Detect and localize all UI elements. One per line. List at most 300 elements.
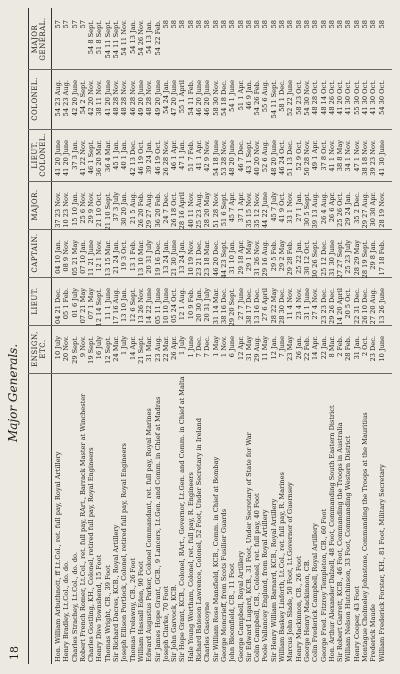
date-cell: 29 Aug. — [253, 336, 262, 362]
date-cell: 31 26 Nov. — [253, 240, 262, 276]
table-row — [71, 8, 79, 664]
date-cell: 21 24 Jan. — [112, 240, 121, 274]
date-cell: 29 28 Feb. — [286, 240, 295, 276]
date-cell: 23 4 Nov. — [294, 288, 303, 320]
date-cell: 44 22 June — [261, 192, 270, 229]
date-cell: 46 20 June — [203, 80, 212, 117]
date-cell: 37 1 Apr. — [236, 192, 245, 223]
date-cell: 30 20 Jan. — [120, 192, 129, 226]
date-cell: 13 15 Mar. — [103, 240, 112, 277]
date-cell: 23 18 Mar. — [203, 240, 212, 277]
date-cell: 14 22 June — [145, 288, 154, 325]
date-cell: 48 20 June — [228, 140, 237, 177]
date-cell: 37 3 Jan. — [70, 140, 79, 170]
table-row — [129, 8, 137, 664]
date-cell: 46 9 Jan. — [244, 80, 253, 110]
table-row — [54, 8, 62, 664]
date-cell: 51 28 Nov. — [211, 192, 220, 228]
table-row — [361, 8, 369, 664]
date-cell: 30 30 Apr. — [369, 192, 378, 227]
officer-name: Henry Dive Townshend, 15 Foot — [95, 554, 104, 662]
date-cell: 57 — [70, 20, 79, 29]
date-cell: 28 29 May — [352, 240, 361, 276]
officer-name: George Moncrieff, from Scots Fusilier Guards — [219, 508, 228, 662]
table-row — [162, 8, 170, 664]
date-cell: 54 11 Nov. — [120, 20, 129, 56]
date-cell: 46 1 Apr. — [170, 140, 179, 171]
date-cell: 55 1 April — [178, 80, 187, 114]
date-cell: 42 20 Nov. — [87, 80, 96, 116]
date-cell: 12 Apr. — [236, 336, 245, 360]
date-cell: 54 30 Oct. — [377, 80, 386, 115]
officer-name: Joseph Ellison Portlock, Colonel, retired full pay, Royal Engineers — [120, 443, 129, 662]
date-cell: 31 14 Mar. — [211, 288, 220, 325]
table-row — [320, 8, 328, 664]
officer-name: Hon. William Arbuthnott, ff Lt.Col., ret. full pay, Royal Artillery — [54, 451, 62, 662]
date-cell: 58 — [219, 20, 228, 29]
date-cell: 38 17 Dec. — [244, 288, 253, 324]
date-cell: 10 July — [54, 336, 62, 360]
date-cell: 21 10 Oct. — [95, 192, 104, 227]
date-cell: 1 July — [120, 336, 129, 356]
date-cell: 10 19 Nov. — [186, 240, 195, 276]
date-cell: 54 11 Feb. — [186, 80, 195, 116]
table-row — [154, 8, 162, 664]
date-cell: 28 Feb. — [344, 336, 353, 361]
date-cell: 58 — [344, 20, 353, 29]
date-cell: 58 — [302, 20, 311, 29]
date-cell: 13 26 Nov. — [136, 288, 145, 324]
table-row — [203, 8, 211, 664]
date-cell: 29 9 Nov. — [87, 192, 96, 224]
date-cell: 49 20 June — [136, 80, 145, 117]
date-cell: 54 11 Sept. — [103, 20, 112, 59]
date-cell: 30 5 Sept. — [302, 192, 311, 227]
date-cell: 48 26 Oct. — [327, 80, 336, 115]
date-cell: 1 June — [186, 336, 195, 358]
date-cell: 14 20 April — [336, 288, 345, 326]
date-cell: 26 4 Aug. — [319, 192, 328, 225]
date-cell: 46 20 Dec. — [211, 240, 220, 276]
date-cell: 31 Jan. — [352, 336, 361, 360]
date-cell: 41 30 June — [377, 140, 386, 177]
date-cell: 23 May — [286, 336, 295, 361]
table-row — [187, 8, 195, 664]
officer-name: Sir Henry William Barnard, KCB., Royal Artillery — [269, 498, 278, 662]
date-cell: 1 May — [211, 336, 220, 357]
date-cell: 58 30 Nov. — [211, 80, 220, 116]
date-cell: 48 28 Oct. — [311, 80, 320, 115]
officer-name: George Fred. Fitzroy Templeton, CB., 60 Foot — [319, 508, 328, 662]
officer-name: William Nelson Hutchinson, 33 Foot, Commanding Western District — [344, 435, 353, 662]
date-cell: 58 — [178, 20, 187, 29]
date-cell: 38 16 Dec. — [219, 288, 228, 324]
date-cell: 7 Dec. — [195, 336, 204, 358]
date-cell: 52 22 June — [286, 80, 295, 117]
date-cell: 41 30 Oct. — [360, 80, 369, 115]
date-cell: 22 31 Dec. — [352, 288, 361, 324]
date-cell: 29 20 Sept. — [228, 288, 237, 327]
date-cell: 58 — [170, 20, 179, 29]
date-cell: 58 — [278, 20, 287, 29]
officer-name: Robert French Romer, Lt.Col., ret. full pay, RArt., Barrack Master at Winchester — [78, 393, 87, 662]
table-row — [336, 8, 344, 664]
date-cell: 28 19 Nov. — [377, 192, 386, 228]
date-cell: 41 1 Nov. — [327, 140, 336, 172]
table-row — [261, 8, 269, 664]
date-cell: 26 Jan. — [294, 336, 303, 360]
date-cell: 12 Jan. — [269, 336, 278, 360]
date-cell: 58 — [253, 20, 262, 29]
date-cell: 05 1 Feb. — [62, 288, 71, 320]
date-cell: 45 7 July — [269, 192, 278, 222]
officer-name: Poole Vallancey England, from Royal Artillery — [261, 509, 270, 662]
date-cell: 39 13 Aug. — [311, 192, 320, 229]
date-cell: 40 11 Nov. — [186, 192, 195, 228]
date-cell: 28 22 May — [269, 288, 278, 324]
date-cell: 36 4 Mar. — [103, 140, 112, 172]
table-row — [270, 8, 278, 664]
col-major: MAJOR. — [31, 189, 39, 221]
col-colonel: COLONEL. — [31, 77, 39, 121]
date-cell: 54 23 Aug. — [54, 80, 62, 117]
date-cell: 40 20 Nov. — [253, 140, 262, 176]
date-cell: 22 Feb. — [302, 336, 311, 361]
date-cell: 41 30 Oct. — [369, 80, 378, 115]
date-cell: 51 8 Sept. — [95, 20, 104, 55]
date-cell: 38 18 Nov. — [360, 140, 369, 176]
date-cell: 27 27 Sept. — [336, 240, 345, 279]
date-cell: 58 — [244, 20, 253, 29]
date-cell: 46 7 Dec. — [236, 140, 245, 172]
date-cell: 20 31 July — [203, 288, 212, 322]
table-row — [87, 8, 95, 664]
date-cell: 8 Mar. — [327, 336, 336, 358]
table-row — [137, 8, 145, 664]
date-cell: 13 10 Jan. — [120, 288, 129, 322]
date-cell: 14 Apr. — [128, 336, 137, 360]
date-cell: 21 10 Sept. — [103, 192, 112, 231]
officer-name: Colin Frederick Campbell, Royal Artillery — [311, 523, 320, 662]
date-cell: 10 10 June — [161, 288, 170, 325]
date-cell: 58 — [336, 20, 345, 29]
officer-name: Thomas Trelawny, CB., 26 Foot — [128, 557, 137, 662]
date-cell: 54 22 Feb. — [153, 20, 162, 56]
col-lt-colonel: LIEUT. COLONEL. — [31, 133, 47, 177]
date-cell: 51 1 Apr. — [236, 80, 245, 111]
date-cell: 57 — [78, 20, 87, 29]
col-ensign: ENSIGN, ETC. — [31, 331, 47, 367]
date-cell: 7 Dec. — [203, 336, 212, 358]
date-cell: 26 Apr. — [170, 336, 179, 360]
officer-name: Sir Richard Dacres, KCB., Royal Artillery — [112, 524, 121, 662]
date-cell: 54 24 Jan. — [161, 80, 170, 114]
table-row — [245, 8, 253, 664]
officer-name: Henry Bradley, Lt.Col., do. do. — [62, 560, 71, 662]
date-cell: 37 23 Nov. — [54, 192, 62, 228]
date-cell: 46 24 Oct. — [278, 140, 287, 175]
date-cell: 52 9 Oct. — [294, 140, 303, 171]
date-cell: 31 10 Jan. — [228, 240, 237, 274]
date-cell: 27 7 June — [236, 288, 245, 320]
date-cell: 11 21 June — [87, 240, 96, 277]
table-row — [328, 8, 336, 664]
date-cell: 40 1 Jan. — [120, 140, 129, 170]
table-row — [79, 8, 87, 664]
page-number: 18 — [8, 646, 21, 660]
date-cell: 29 8 Jan. — [369, 240, 378, 270]
date-cell: 33 1 Nov. — [286, 192, 295, 224]
officer-name: Sir Hope Grant, KCB., Colonel, RArt., Governor, Lt.Gen. and Comm. in Chief at Malta — [178, 376, 187, 662]
officer-name: William Baskey Linforth, Lt.Col., ret. full pay, R. Marines — [278, 472, 287, 662]
date-cell: 10 June — [377, 336, 386, 362]
date-cell: 12 6 Sept. — [128, 288, 137, 323]
date-cell: 41 30 Oct. — [344, 80, 353, 115]
date-cell: 41 9 Oct. — [278, 192, 287, 223]
date-cell: 27 20 Aug. — [369, 288, 378, 325]
date-cell: 29 26 Dec. — [327, 288, 336, 324]
date-cell: 45 7 Apr. — [228, 192, 237, 223]
officer-name: George Campbell, Royal Artillery — [236, 551, 245, 662]
date-cell: 58 — [360, 20, 369, 29]
table-row — [378, 8, 386, 664]
table-row — [278, 8, 286, 664]
officer-name: Sir William Rose Mansfield, KCB., Comm. in Chief at Bombay — [211, 456, 220, 662]
date-cell: 29 16 Aug. — [261, 240, 270, 277]
date-cell: 47 1 Jan. — [178, 140, 187, 170]
date-cell: 13 24 Jan. — [161, 240, 170, 274]
date-cell: 58 23 Oct. — [294, 80, 303, 115]
officer-name: Frederick Maude — [369, 604, 378, 662]
date-cell: 13 24 Jan. — [178, 240, 187, 274]
date-cell: 54 18 June — [211, 140, 220, 177]
date-cell: 47 20 June — [170, 80, 179, 117]
date-cell: 29 5 Feb. — [269, 240, 278, 272]
officer-name: Richard Bateson Lawrence, Colonel, 52 Foot, Under Secretary in Ireland — [195, 417, 204, 662]
date-cell: 31 30 June — [327, 240, 336, 277]
officer-name: Marcus John Slade, 50 Foot, Lt.Governor of Guernsey — [286, 482, 295, 662]
date-cell: 28 19 Sept. — [360, 240, 369, 279]
date-cell: 46 28 Nov. — [128, 80, 137, 116]
table-row — [311, 8, 319, 664]
table-row — [303, 8, 311, 664]
date-cell: 29 1 May — [244, 240, 253, 272]
date-cell: 47 1 Nov. — [352, 140, 361, 172]
date-cell: 17 16 Aug. — [112, 288, 121, 325]
officer-name: Charles Strachey, Lt.Col., do. do. — [70, 552, 79, 662]
date-cell: 05 11 June — [153, 288, 162, 325]
date-cell: 57 — [62, 20, 71, 29]
date-cell: 54 8 Sept. — [87, 20, 96, 55]
date-cell: 38 11 Nov. — [95, 80, 104, 116]
date-cell: 07 21 May — [78, 288, 87, 324]
date-cell: 25 26 Oct. — [336, 192, 345, 227]
date-cell: 25 22 Jan. — [294, 240, 303, 274]
date-cell: 54 11 Sept. — [269, 80, 278, 119]
date-cell: 54 13 Jan. — [128, 20, 137, 54]
date-cell: 34 1 Nov. — [344, 140, 353, 172]
table-row — [253, 8, 261, 664]
date-cell: 57 — [54, 20, 62, 29]
date-cell: 41 20 Oct. — [336, 80, 345, 115]
date-cell: 11 1 June — [103, 288, 112, 320]
officer-name: Hale Young Wortham, Colonel, ret. full pay, R. Engineers — [186, 472, 195, 662]
officer-name: William Frederick Forster, KH., 81 Foot, Military Secretary — [377, 464, 386, 662]
table-row — [212, 8, 220, 664]
date-cell: 04 10 Jan. — [54, 240, 62, 274]
date-cell: 46 19 Oct. — [153, 140, 162, 175]
date-cell: 58 — [294, 20, 303, 29]
date-cell: 08 9 Nov. — [62, 240, 71, 272]
date-cell: 14 Apr. — [311, 336, 320, 360]
date-cell: 9 Nov. — [78, 336, 87, 358]
date-cell: 11 May — [261, 336, 270, 361]
table-row — [237, 8, 245, 664]
column-header-band — [28, 8, 52, 664]
officer-name: Montague Cholmeley Johnstone, Commanding the Troops at the Mauritius — [360, 412, 369, 662]
officer-name: George Henry Mackinnon, CB. — [302, 559, 311, 662]
date-cell: 1 Nov. — [219, 336, 228, 358]
date-cell: 54 30 Nov. — [302, 80, 311, 116]
table-row — [112, 8, 120, 664]
date-cell: 42 13 Dec. — [128, 140, 137, 176]
date-cell: 41 22 Nov. — [78, 140, 87, 176]
officer-name: Hon. Arthur Alexander Dalzell, 48 Foot, Commanding South Eastern District — [327, 405, 336, 662]
date-cell: 39 24 Jan. — [145, 140, 154, 174]
date-cell: 26 20 Feb. — [136, 192, 145, 228]
date-cell: 24 7 Dec. — [161, 192, 170, 224]
date-cell: 58 — [311, 20, 320, 29]
date-cell: 58 — [211, 20, 220, 29]
officer-name: Colin Campbell, CB., Colonel, ret. full pay, 40 Foot — [253, 493, 262, 662]
date-cell: 13 16 Dec. — [253, 288, 262, 324]
date-cell: 6 June — [228, 336, 237, 358]
date-cell: 26 10 Dec. — [360, 288, 369, 324]
date-cell: 07 10 Jan. — [78, 240, 87, 274]
date-cell: 37 3 July — [112, 192, 121, 222]
table-row — [353, 8, 361, 664]
date-cell: 37 8 Oct. — [319, 140, 328, 171]
date-cell: 20 30 Jan. — [195, 288, 204, 322]
date-cell: 23 Dec. — [369, 336, 378, 362]
date-cell: 41 20 June — [103, 80, 112, 117]
date-cell: 31 May — [244, 336, 253, 361]
date-cell: 58 — [203, 20, 212, 29]
table-row — [195, 8, 203, 664]
date-cell: 41 1 Apr. — [195, 140, 204, 171]
date-cell: 13 1 Feb. — [128, 240, 137, 272]
date-cell: 25 23 July — [344, 240, 353, 274]
date-cell: 46 20 June — [195, 80, 204, 117]
date-cell: 10 23 Nov. — [62, 192, 71, 228]
date-cell: 48 28 Nov. — [145, 80, 154, 116]
date-cell: 27 4 Nov. — [311, 288, 320, 320]
date-cell: 05 21 May — [70, 240, 79, 276]
date-cell: 38 8 May — [336, 140, 345, 172]
date-cell: 27 6 April — [261, 288, 270, 322]
date-cell: 24 Mar. — [112, 336, 121, 362]
date-cell: 12 Sept. — [103, 336, 112, 364]
date-cell: 58 — [352, 20, 361, 29]
date-cell: 29 Sept. — [70, 336, 79, 364]
table-row — [170, 8, 178, 664]
date-cell: 54 18 Dec. — [219, 80, 228, 116]
date-cell: 42 9 Nov. — [203, 140, 212, 172]
date-cell: 49 20 June — [153, 80, 162, 117]
date-cell: 36 20 Feb. — [153, 192, 162, 228]
officer-name: Sir James Hope Grant, GCB., 9 Lancers, Lt.Gen. and Comm. in Chief at Madras — [153, 396, 162, 662]
date-cell: 05 24 Oct. — [170, 288, 179, 323]
date-cell: 19 3 Oct. — [120, 240, 129, 271]
date-cell: 17 18 Feb. — [377, 240, 386, 276]
date-cell: 19 Sept. — [87, 336, 96, 364]
date-cell: 48 28 Nov. — [120, 80, 129, 116]
date-cell: 51 6 Sept. — [219, 192, 228, 227]
date-cell: 23 21 Dec. — [195, 240, 204, 276]
date-cell: 35 2 Dec. — [352, 192, 361, 224]
date-cell: 35 15 Nov. — [244, 192, 253, 228]
date-cell: 26 6 Apr. — [327, 192, 336, 223]
date-cell: 25 23 Aug. — [195, 192, 204, 229]
date-cell: 54 13 Jan. — [145, 20, 154, 54]
officer-name: John Bloomfield, CB., 11 Foot — [228, 563, 237, 662]
date-cell: 58 — [269, 20, 278, 29]
officer-name: William Hassall Eden, 90 Foot — [136, 561, 145, 662]
date-cell: 54 2 Sept. — [78, 80, 87, 115]
table-row — [178, 8, 186, 664]
date-cell: 42 20 June — [70, 80, 79, 117]
date-cell: 39 23 Nov. — [369, 140, 378, 176]
date-cell: 26 28 Nov. — [161, 140, 170, 176]
date-cell: 30 12 Oct. — [302, 240, 311, 275]
date-cell: 1 July — [178, 336, 187, 356]
date-cell: 41 20 June — [62, 140, 71, 177]
table-row — [120, 8, 128, 664]
table-row — [104, 8, 112, 664]
date-cell: 58 — [195, 20, 204, 29]
officer-name: Sir Edward Lugard, KCB., 31 Foot, Under Secretary of State for War — [244, 432, 253, 662]
date-cell: 45 1 Jan. — [112, 140, 121, 170]
date-cell: 58 — [261, 20, 270, 29]
date-cell: 54 1 June — [228, 80, 237, 112]
date-cell: 49 1 Apr. — [311, 140, 320, 171]
date-cell: 2 Oct. — [360, 336, 369, 357]
date-cell: 12 1 Aug. — [178, 288, 187, 321]
officer-list — [54, 8, 386, 664]
date-cell: 27 1 Jan. — [294, 192, 303, 222]
date-cell: 48 20 June — [269, 140, 278, 177]
date-cell: 55 30 Oct. — [352, 80, 361, 115]
date-cell: 21 30 June — [170, 240, 179, 277]
date-cell: 29 2 May — [278, 240, 287, 272]
date-cell: 54 26 Feb. — [253, 80, 262, 116]
date-cell: 20 5 Oct. — [344, 288, 353, 319]
date-cell: 12 14 Sept. — [95, 288, 104, 327]
date-cell: 54 26 Nov. — [136, 20, 145, 56]
page-title: Major Generals. — [6, 343, 20, 442]
date-cell: 04 21 Dec. — [54, 288, 62, 324]
date-cell: 26 18 Oct. — [170, 192, 179, 227]
table-row — [369, 8, 377, 664]
date-cell: 46 19 Oct. — [136, 140, 145, 175]
date-cell: 13 10 Mar. — [136, 240, 145, 277]
date-cell: 58 1 Dec. — [278, 80, 287, 112]
date-cell: 20 31 July — [145, 240, 154, 274]
date-cell: 58 — [286, 20, 295, 29]
table-row — [286, 8, 294, 664]
date-cell: 21 5 Aug. — [128, 192, 137, 225]
table-row — [220, 8, 228, 664]
